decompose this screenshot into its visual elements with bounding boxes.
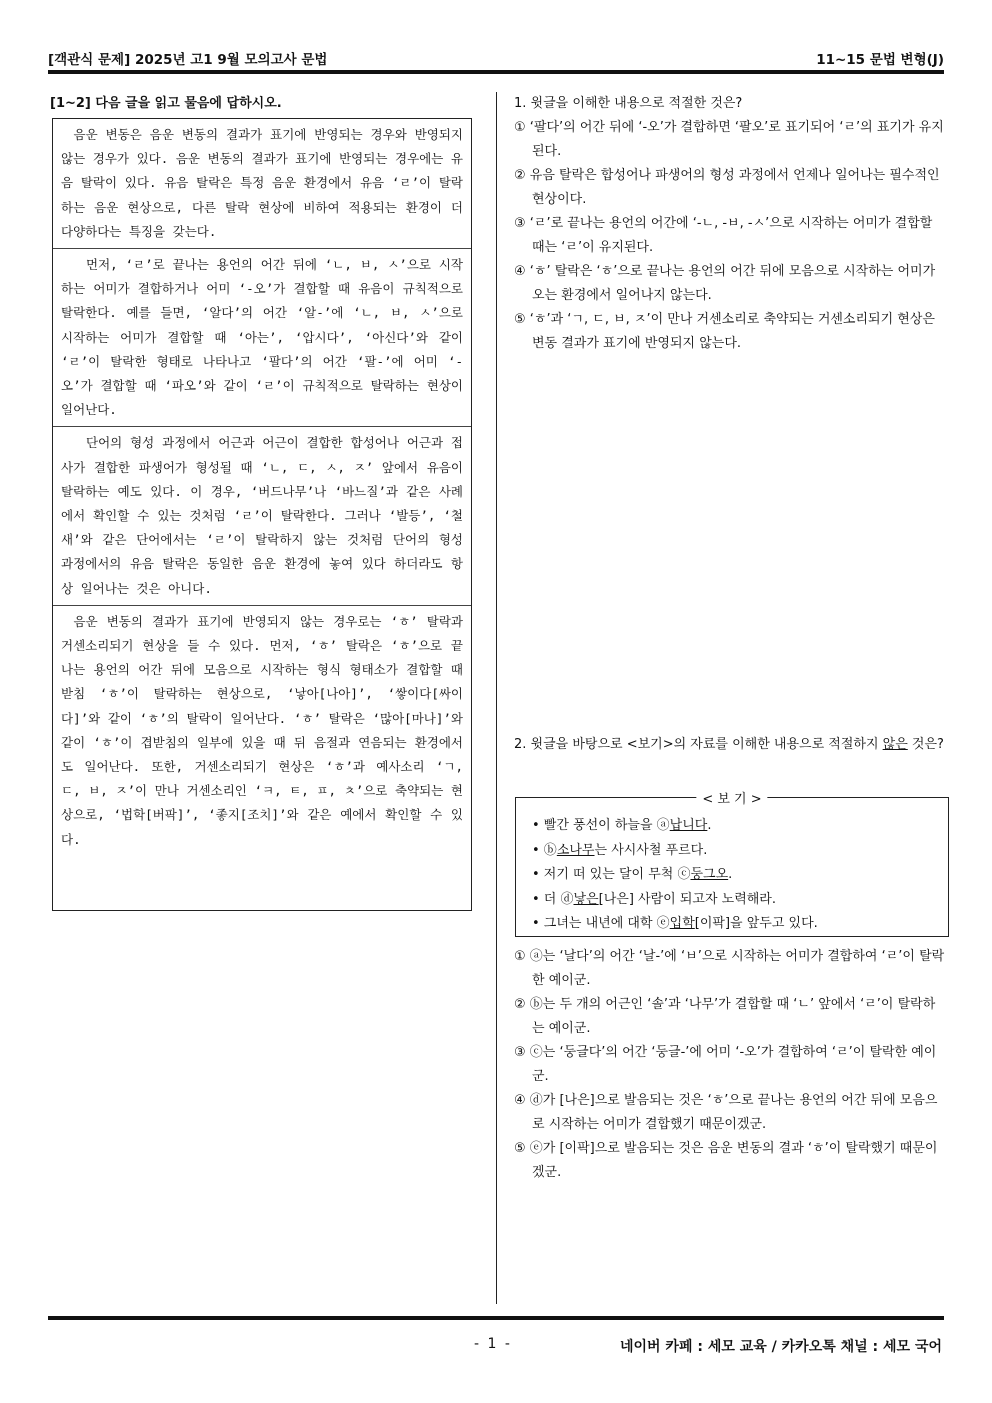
passage-divider: [53, 426, 471, 427]
example-item-b: • ⓑ소나무는 사시사철 푸르다.: [532, 842, 708, 858]
question-1-stem: 1. 윗글을 이해한 내용으로 적절한 것은?: [514, 96, 743, 111]
passage-divider: [53, 248, 471, 249]
question-1: [514, 92, 946, 356]
question-2-choice-3[interactable]: ③ ⓒ는 ‘둥글다’의 어간 ‘둥글-’에 어미 ‘-오’가 결합하여 ‘ㄹ’이 탈락한 예이군.: [514, 1045, 937, 1084]
footer-credit: 네이버 카페 : 세모 교육 / 카카오톡 채널 : 세모 국어: [619, 1339, 942, 1355]
page-header: [48, 40, 944, 68]
passage-paragraph-1: 음운 변동은 음운 변동의 결과가 표기에 반영되는 경우와 반영되지 않는 경우가 있다. 음운 변동의 결과가 표기에 반영되는 경우에는 유음 탈락이 있다. 유음 탈락은 특정 음운 환경에서 유음 ‘ㄹ’이 탈락하는 음운 현상으로, 다른 탈락 현상에 비하여 적용되는 환경이 더 다양하다는 특징을 갖는다.: [61, 127, 463, 239]
header-rule: [48, 70, 944, 74]
footer-rule: [48, 1316, 944, 1320]
question-2-stem: 2. 윗글을 바탕으로 <보기>의 자료를 이해한 내용으로 적절하지 않은 것은?: [514, 737, 944, 752]
question-1-choice-5[interactable]: ⑤ ‘ㅎ’과 ‘ㄱ, ㄷ, ㅂ, ㅈ’이 만나 거센소리로 축약되는 거센소리되기 현상은 변동 결과가 표기에 반영되지 않는다.: [514, 312, 935, 351]
passage-paragraph-2: 먼저, ‘ㄹ’로 끝나는 용언의 어간 뒤에 ‘ㄴ, ㅂ, ㅅ’으로 시작하는 어미가 결합하거나 어미 ‘-오’가 결합할 때 유음이 규칙적으로 탈락한다. 예를 들면, ‘알다’의 어간 ‘알-’에 ‘ㄴ, ㅂ, ㅅ’으로 시작하는 어미가 결합할 때 ‘아는’, ‘압시다’, ‘아신다’와 같이 ‘ㄹ’이 탈락한 형태로 나타나고 ‘팔다’의 어간 ‘팔-’에 어미 ‘-오’가 결합할 때 ‘파오’와 같이 ‘ㄹ’이 규칙적으로 탈락하는 현상이 일어난다.: [61, 257, 463, 418]
example-item-c: • 저기 떠 있는 달이 무척 ⓒ둥그오.: [532, 867, 733, 882]
passage-divider: [53, 605, 471, 606]
passage-paragraph-3: 단어의 형성 과정에서 어근과 어근이 결합한 합성어나 어근과 접사가 결합한 파생어가 형성될 때 ‘ㄴ, ㄷ, ㅅ, ㅈ’ 앞에서 유음이 탈락하는 예도 있다. 이 경우, ‘버드나무’나 ‘바느질’과 같은 사례에서 확인할 수 있는 것처럼 ‘ㄹ’이 탈락한다. 그러나 ‘발등’, ‘철새’와 같은 단어에서는 ‘ㄹ’이 탈락하지 않는 것처럼 단어의 형성 과정에서의 유음 탈락은 동일한 음운 환경에 놓여 있다 하더라도 항상 일어나는 것은 아니다.: [61, 435, 463, 596]
example-box-title: < 보 기 >: [696, 788, 767, 807]
example-item-d: • 더 ⓓ낳은[나은] 사람이 되고자 노력해라.: [532, 891, 776, 907]
example-box: [515, 792, 949, 937]
header-section: 11~15 문법 변형(J): [816, 52, 944, 68]
question-2-choice-4[interactable]: ④ ⓓ가 [나은]으로 발음되는 것은 ‘ㅎ’으로 끝나는 용언의 어간 뒤에 모음으로 시작하는 어미가 결합했기 때문이겠군.: [514, 1093, 938, 1132]
column-divider: [496, 92, 497, 1304]
question-2-choice-5[interactable]: ⑤ ⓔ가 [이팍]으로 발음되는 것은 음운 변동의 결과 ‘ㅎ’이 탈락했기 때문이겠군.: [514, 1141, 938, 1180]
header-title: [객관식 문제] 2025년 고1 9월 모의고사 문법: [48, 52, 328, 68]
question-1-choice-3[interactable]: ③ ‘ㄹ’로 끝나는 용언의 어간에 ‘-ㄴ, -ㅂ, -ㅅ’으로 시작하는 어미가 결합할 때는 ‘ㄹ’이 유지된다.: [514, 216, 933, 255]
example-item-a: • 빨간 풍선이 하늘을 ⓐ납니다.: [532, 818, 712, 833]
question-2-choice-2[interactable]: ② ⓑ는 두 개의 어근인 ‘솔’과 ‘나무’가 결합할 때 ‘ㄴ’ 앞에서 ‘ㄹ’이 탈락하는 예이군.: [514, 997, 936, 1036]
emphasis-negation: 않은: [882, 737, 908, 752]
question-2-choices: [514, 945, 946, 1185]
question-1-choice-1[interactable]: ① ‘팔다’의 어간 뒤에 ‘-오’가 결합하면 ‘팔오’로 표기되어 ‘ㄹ’의 표기가 유지된다.: [514, 120, 944, 159]
question-1-choice-2[interactable]: ② 유음 탈락은 합성어나 파생어의 형성 과정에서 언제나 일어나는 필수적인 현상이다.: [514, 168, 940, 207]
page-number: - 1 -: [474, 1336, 512, 1352]
question-1-choice-4[interactable]: ④ ‘ㅎ’ 탈락은 ‘ㅎ’으로 끝나는 용언의 어간 뒤에 모음으로 시작하는 어미가 오는 환경에서 일어나지 않는다.: [514, 264, 936, 303]
instruction: [1~2] 다음 글을 읽고 물음에 답하시오.: [50, 96, 282, 111]
question-2-choice-1[interactable]: ① ⓐ는 ‘날다’의 어간 ‘날-’에 ‘ㅂ’으로 시작하는 어미가 결합하여 ‘ㄹ’이 탈락한 예이군.: [514, 949, 945, 988]
reading-passage: [52, 118, 472, 911]
passage-paragraph-4: 음운 변동의 결과가 표기에 반영되지 않는 경우로는 ‘ㅎ’ 탈락과 거센소리되기 현상을 들 수 있다. 먼저, ‘ㅎ’ 탈락은 ‘ㅎ’으로 끝나는 용언의 어간 뒤에 모음으로 시작하는 형식 형태소가 결합할 때 받침 ‘ㅎ’이 탈락하는 현상으로, ‘낳아[나아]’, ‘쌓이다[싸이다]’와 같이 ‘ㅎ’의 탈락이 일어난다. ‘ㅎ’ 탈락은 ‘많아[마나]’와 같이 ‘ㅎ’이 겹받침의 일부에 있을 때 뒤 음절과 연음되는 환경에서도 일어난다. 또한, 거센소리되기 현상은 ‘ㅎ’과 예사소리 ‘ㄱ, ㄷ, ㅂ, ㅈ’이 만나 거센소리인 ‘ㅋ, ㅌ, ㅍ, ㅊ’으로 축약되는 현상으로, ‘법학[버팍]’, ‘좋지[조치]’와 같은 예에서 확인할 수 있다.: [61, 613, 463, 847]
example-item-e: • 그녀는 내년에 대학 ⓔ입학[이팍]을 앞두고 있다.: [532, 916, 818, 931]
question-2: [514, 733, 946, 757]
